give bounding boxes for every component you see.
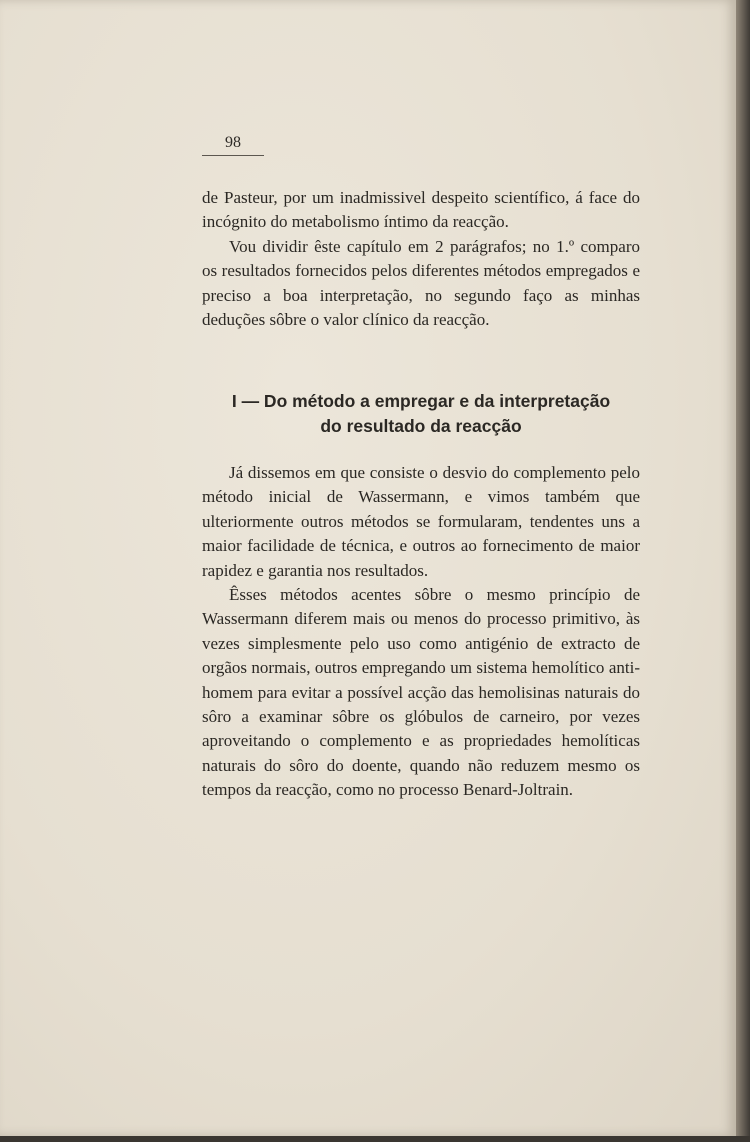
paragraph-methods-intro: Já dissemos em que consiste o desvio do complemento pelo método inicial de Wassermann, e vimos também que ulteriormente outros métodos se formularam, tendentes uns a maior facilidade de técnica, e outros ao fornecimento de maior rapidez e garantia nos resultados. [202, 463, 640, 580]
top-text-block [202, 186, 640, 332]
section-heading-line-2: do resultado da reacção [320, 416, 522, 436]
page-bottom-edge [0, 1136, 750, 1142]
paragraph-methods-detail: Êsses métodos acentes sôbre o mesmo princípio de Wassermann diferem mais ou menos do processo primitivo, às vezes simplesmente pelo uso como antigénio de extracto de orgãos normais, outros empregando um sistema hemolítico anti-homem para evitar a possível acção das hemolisinas naturais do sôro a examinar sôbre os glóbulos de carneiro, por vezes aproveitando o complemento e as propriedades hemolíticas naturais do sôro do doente, quando não reduzem mesmo os tempos da reacção, como no processo Benard-Joltrain. [202, 585, 640, 800]
page-number: 98 [225, 134, 241, 151]
page-number-rule [202, 155, 264, 156]
paragraph-chapter-plan: Vou dividir êste capítulo em 2 parágrafos; no 1.º comparo os resultados fornecidos pelos diferentes métodos empregados e preciso a boa interpretação, no segundo faço as minhas deduções sôbre o valor clínico da reacção. [202, 236, 640, 330]
paragraph-continuation: de Pasteur, por um inadmissivel despeito scientífico, á face do incógnito do metabolismo íntimo da reacção. [202, 188, 640, 232]
section-heading [195, 389, 647, 439]
bottom-text-block [202, 461, 640, 803]
section-heading-line-1: I — Do método a empregar e da interpretação [231, 391, 611, 411]
page-edge-shadow [736, 0, 750, 1142]
